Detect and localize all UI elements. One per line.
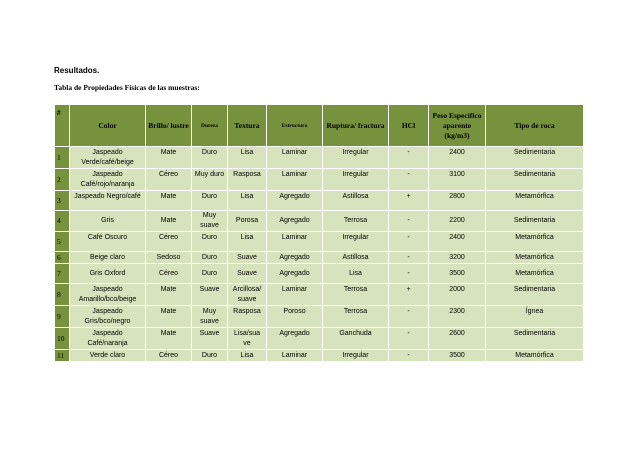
cell-textura: Arcillosa/ suave xyxy=(228,284,267,306)
cell-brillo: Mate xyxy=(146,284,192,306)
cell-tipo: Ígnea xyxy=(486,306,584,328)
cell-dureza: Muy suave xyxy=(192,211,228,232)
cell-color: Jaspeado Amarillo/bco/beige xyxy=(70,284,146,306)
cell-number: 9 xyxy=(55,306,70,328)
cell-color: Jaspeado Café/rojo/naranja xyxy=(70,169,146,191)
cell-ruptura: Irregular xyxy=(323,169,389,191)
header-tipo: Tipo de roca xyxy=(486,105,584,147)
table-row xyxy=(55,147,584,169)
cell-estructura: Agregado xyxy=(267,191,323,211)
cell-brillo: Mate xyxy=(146,191,192,211)
cell-brillo: Mate xyxy=(146,147,192,169)
cell-peso: 2800 xyxy=(429,191,486,211)
cell-peso: 3500 xyxy=(429,264,486,284)
cell-peso: 3500 xyxy=(429,350,486,362)
cell-color: Gris Oxford xyxy=(70,264,146,284)
cell-ruptura: Terrosa xyxy=(323,211,389,232)
properties-table xyxy=(54,104,584,362)
cell-tipo: Sedimentaria xyxy=(486,147,584,169)
cell-color: Jaspeado Gris/bco/negro xyxy=(70,306,146,328)
cell-dureza: Muy duro xyxy=(192,169,228,191)
cell-peso: 3200 xyxy=(429,252,486,264)
table-row xyxy=(55,284,584,306)
cell-peso: 2400 xyxy=(429,232,486,252)
cell-color: Jaspeado Café/naranja xyxy=(70,328,146,350)
cell-estructura: Laminar xyxy=(267,350,323,362)
header-hcl: HCl xyxy=(389,105,429,147)
cell-ruptura: Astillosa xyxy=(323,252,389,264)
cell-textura: Rasposa xyxy=(228,169,267,191)
cell-dureza: Muy suave xyxy=(192,306,228,328)
table-header-row xyxy=(55,105,584,147)
cell-estructura: Agregado xyxy=(267,328,323,350)
table-row xyxy=(55,232,584,252)
cell-number: 7 xyxy=(55,264,70,284)
table-row xyxy=(55,211,584,232)
cell-dureza: Duro xyxy=(192,350,228,362)
header-textura: Textura xyxy=(228,105,267,147)
cell-color: Gris xyxy=(70,211,146,232)
header-ruptura: Ruptura/ fractura xyxy=(323,105,389,147)
cell-peso: 2000 xyxy=(429,284,486,306)
cell-textura: Lisa xyxy=(228,147,267,169)
cell-hcl: + xyxy=(389,191,429,211)
header-color: Color xyxy=(70,105,146,147)
cell-hcl: - xyxy=(389,350,429,362)
header-estructura: Estructura xyxy=(267,105,323,147)
cell-ruptura: Astillosa xyxy=(323,191,389,211)
cell-tipo: Metamórfica xyxy=(486,232,584,252)
table-row xyxy=(55,306,584,328)
cell-number: 6 xyxy=(55,252,70,264)
cell-ruptura: Irregular xyxy=(323,147,389,169)
cell-brillo: Mate xyxy=(146,328,192,350)
cell-dureza: Duro xyxy=(192,232,228,252)
table-row xyxy=(55,169,584,191)
cell-ruptura: Lisa xyxy=(323,264,389,284)
cell-hcl: - xyxy=(389,306,429,328)
cell-number: 8 xyxy=(55,284,70,306)
cell-peso: 2600 xyxy=(429,328,486,350)
cell-hcl: - xyxy=(389,211,429,232)
cell-hcl: - xyxy=(389,328,429,350)
cell-dureza: Duro xyxy=(192,147,228,169)
cell-textura: Suave xyxy=(228,252,267,264)
cell-tipo: Sedimentaria xyxy=(486,169,584,191)
cell-ruptura: Irregular xyxy=(323,350,389,362)
cell-tipo: Metamórfica xyxy=(486,264,584,284)
cell-ruptura: Ganchuda xyxy=(323,328,389,350)
cell-textura: Lisa xyxy=(228,232,267,252)
table-row xyxy=(55,252,584,264)
cell-tipo: Sedimentaria xyxy=(486,284,584,306)
cell-color: Café Oscuro xyxy=(70,232,146,252)
cell-estructura: Agregado xyxy=(267,264,323,284)
cell-brillo: Mate xyxy=(146,306,192,328)
cell-tipo: Sedimentaria xyxy=(486,328,584,350)
cell-hcl: + xyxy=(389,284,429,306)
cell-hcl: - xyxy=(389,232,429,252)
header-peso: Peso Específico aparente (kg/m3) xyxy=(429,105,486,147)
cell-dureza: Suave xyxy=(192,328,228,350)
cell-brillo: Sedoso xyxy=(146,252,192,264)
cell-estructura: Poroso xyxy=(267,306,323,328)
cell-color: Verde claro xyxy=(70,350,146,362)
cell-number: 10 xyxy=(55,328,70,350)
cell-color: Jaspeado Negro/café xyxy=(70,191,146,211)
table-row xyxy=(55,328,584,350)
cell-textura: Porosa xyxy=(228,211,267,232)
cell-estructura: Laminar xyxy=(267,284,323,306)
cell-peso: 2300 xyxy=(429,306,486,328)
table-row xyxy=(55,350,584,362)
table-row xyxy=(55,264,584,284)
table-caption: Tabla de Propiedades Físicas de las muestras: xyxy=(54,83,200,92)
cell-estructura: Agregado xyxy=(267,252,323,264)
cell-ruptura: Irregular xyxy=(323,232,389,252)
cell-dureza: Suave xyxy=(192,284,228,306)
cell-brillo: Céreo xyxy=(146,264,192,284)
cell-hcl: - xyxy=(389,147,429,169)
cell-estructura: Agregado xyxy=(267,211,323,232)
cell-hcl: - xyxy=(389,169,429,191)
header-number: # xyxy=(55,105,70,147)
cell-number: 2 xyxy=(55,169,70,191)
cell-textura: Rasposa xyxy=(228,306,267,328)
cell-color: Jaspeado Verde/café/beige xyxy=(70,147,146,169)
cell-peso: 3100 xyxy=(429,169,486,191)
cell-ruptura: Terrosa xyxy=(323,306,389,328)
cell-estructura: Laminar xyxy=(267,169,323,191)
cell-textura: Lisa xyxy=(228,350,267,362)
cell-tipo: Metamórfica xyxy=(486,350,584,362)
cell-tipo: Sedimentaria xyxy=(486,211,584,232)
header-brillo: Brillo/ lustre xyxy=(146,105,192,147)
cell-dureza: Duro xyxy=(192,252,228,264)
cell-ruptura: Terrosa xyxy=(323,284,389,306)
cell-textura: Suave xyxy=(228,264,267,284)
cell-number: 11 xyxy=(55,350,70,362)
cell-brillo: Céreo xyxy=(146,350,192,362)
cell-peso: 2200 xyxy=(429,211,486,232)
cell-tipo: Metamórfica xyxy=(486,252,584,264)
cell-number: 3 xyxy=(55,191,70,211)
cell-brillo: Mate xyxy=(146,211,192,232)
cell-brillo: Céreo xyxy=(146,232,192,252)
cell-textura: Lisa xyxy=(228,191,267,211)
cell-number: 1 xyxy=(55,147,70,169)
cell-textura: Lisa/sua ve xyxy=(228,328,267,350)
cell-estructura: Laminar xyxy=(267,232,323,252)
section-heading: Resultados. xyxy=(54,66,100,75)
cell-number: 5 xyxy=(55,232,70,252)
header-dureza: Dureza xyxy=(192,105,228,147)
cell-dureza: Duro xyxy=(192,191,228,211)
cell-hcl: - xyxy=(389,252,429,264)
cell-dureza: Duro xyxy=(192,264,228,284)
cell-brillo: Céreo xyxy=(146,169,192,191)
cell-peso: 2400 xyxy=(429,147,486,169)
table-row xyxy=(55,191,584,211)
cell-estructura: Laminar xyxy=(267,147,323,169)
cell-number: 4 xyxy=(55,211,70,232)
cell-tipo: Metamórfica xyxy=(486,191,584,211)
cell-color: Beige claro xyxy=(70,252,146,264)
cell-hcl: - xyxy=(389,264,429,284)
